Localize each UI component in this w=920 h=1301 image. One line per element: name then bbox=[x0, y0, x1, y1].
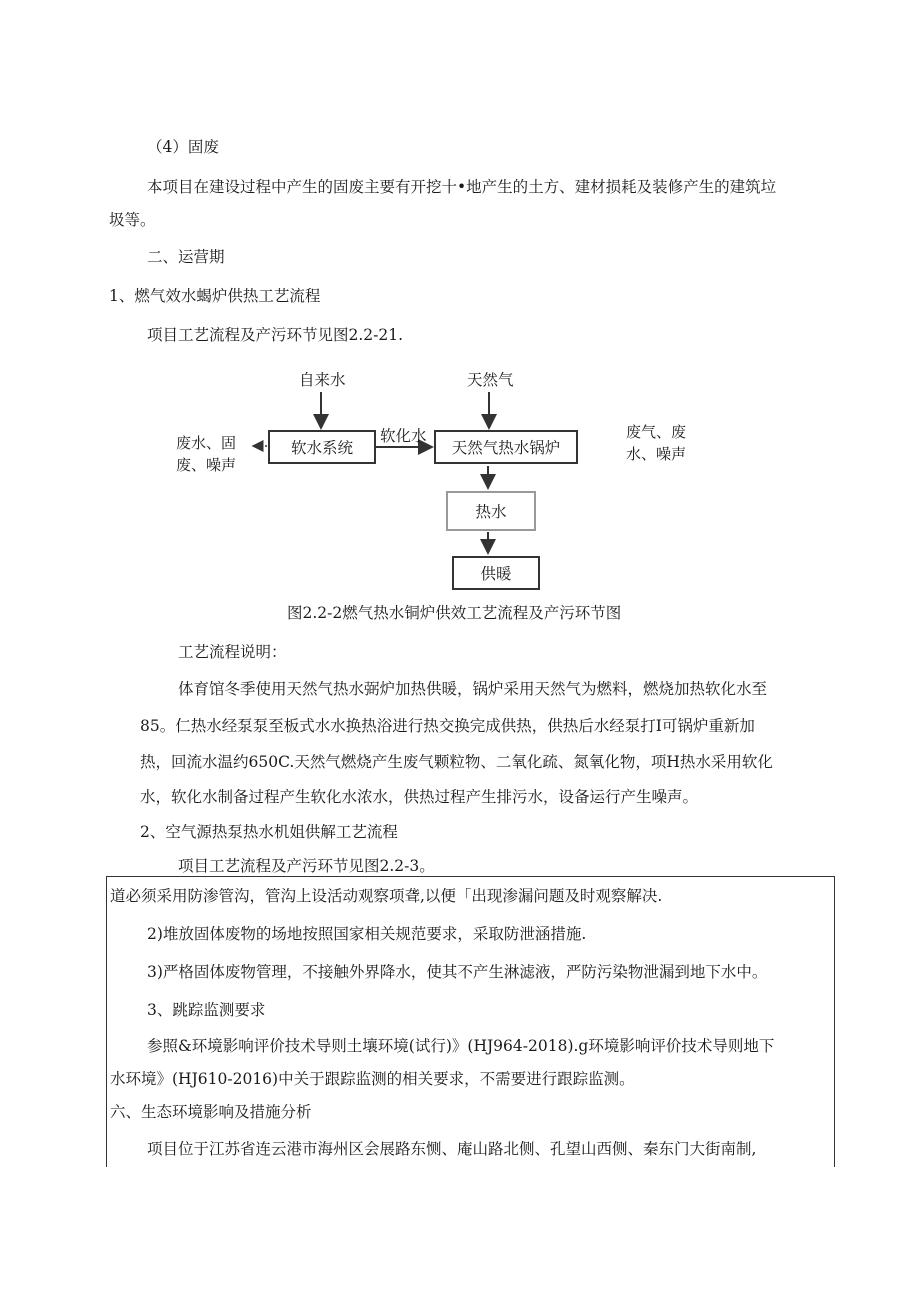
process-description-line3: 热，回流水温约650C.天然气燃烧产生废气颗粒物、二氧化疏、氮氧化物，项H热水采用软化 bbox=[140, 753, 773, 771]
monitoring-line1: 参照&环境影响评价技术导则土壤环境(试行)》(HJ964-2018).g环境影响评价技术导则地下 bbox=[147, 1037, 775, 1055]
solid-waste-heading: （4）固废 bbox=[147, 138, 219, 156]
table-frame bbox=[106, 876, 835, 1167]
hot-water-box: 热水 bbox=[446, 491, 536, 531]
right-output-line2: 水、噪声 bbox=[626, 445, 687, 463]
process-description-line2: 85。仁热水经泵泵至板式水水换热浴进行热交换完成供热，供热后水经泵打I可锅炉重新加 bbox=[140, 717, 755, 735]
right-output-line1: 废气、废 bbox=[626, 423, 687, 441]
table-item2: 2)堆放固体废物的场地按照国家相关规范要求，采取防泄涵措施. bbox=[147, 925, 587, 943]
gas-hot-water-boiler-box: 天然气热水锅炉 bbox=[434, 430, 578, 464]
eco-line1: 项目位于江苏省连云港市海州区会展路东恻、庵山路北侧、孔望山西侧、秦东门大街南制, bbox=[147, 1140, 757, 1158]
item2-figure-reference: 项目工艺流程及产污环节见图2.2-3。 bbox=[178, 857, 435, 875]
input-natural-gas-label: 天然气 bbox=[467, 371, 514, 389]
process-description-heading: 工艺流程说明： bbox=[178, 643, 287, 661]
left-output-line2: 废、噪声 bbox=[176, 456, 237, 474]
eco-heading: 六、生态环境影响及措施分析 bbox=[110, 1103, 312, 1121]
left-output-line1: 废水、固 bbox=[176, 434, 237, 452]
left-output-label bbox=[176, 432, 236, 476]
item1-figure-reference: 项目工艺流程及产污环节见图2.2-21. bbox=[147, 326, 404, 344]
table-item3: 3)严格固体废物管理，不接触外界降水，使其不产生淋滤液，严防污染物泄漏到地下水中。 bbox=[147, 963, 768, 981]
item2-title: 2、空气源热泵热水机姐供解工艺流程 bbox=[140, 823, 398, 841]
solid-waste-paragraph-line2: 圾等。 bbox=[109, 211, 156, 229]
table-line1: 道必须采用防渗管沟，管沟上设活动观察项聋,以便「出现渗漏问题及时观察解决. bbox=[110, 887, 663, 905]
process-description-line1: 体育馆冬季使用天然气热水弼炉加热供暖，锅炉采用天然气为燃料，燃烧加热软化水至 bbox=[178, 680, 768, 698]
heating-box: 供暖 bbox=[452, 556, 540, 590]
softened-water-arrow-label: 软化水 bbox=[380, 427, 427, 445]
input-tap-water-label: 自来水 bbox=[299, 371, 346, 389]
item1-title: 1、燃气效水蝎炉供热工艺流程 bbox=[109, 287, 321, 305]
softener-system-box: 软水系统 bbox=[268, 430, 376, 464]
process-description-line4: 水，软化水制备过程产生软化水浓水，供热过程产生排污水，设备运行产生噪声。 bbox=[140, 788, 699, 806]
solid-waste-paragraph-line1: 本项目在建设过程中产生的固废主要有开挖十•地产生的土方、建材损耗及装修产生的建筑垃 bbox=[147, 178, 777, 196]
monitoring-line2: 水环境》(HJ610-2016)中关于跟踪监测的相关要求，不需要进行跟踪监测。 bbox=[110, 1070, 635, 1088]
monitoring-heading: 3、跳踪监测要求 bbox=[147, 1001, 266, 1019]
right-output-label bbox=[626, 421, 686, 465]
figure-caption: 图2.2-2燃气热水铜炉供效工艺流程及产污环节图 bbox=[287, 604, 622, 622]
operation-period-heading: 二、运营期 bbox=[147, 248, 225, 266]
